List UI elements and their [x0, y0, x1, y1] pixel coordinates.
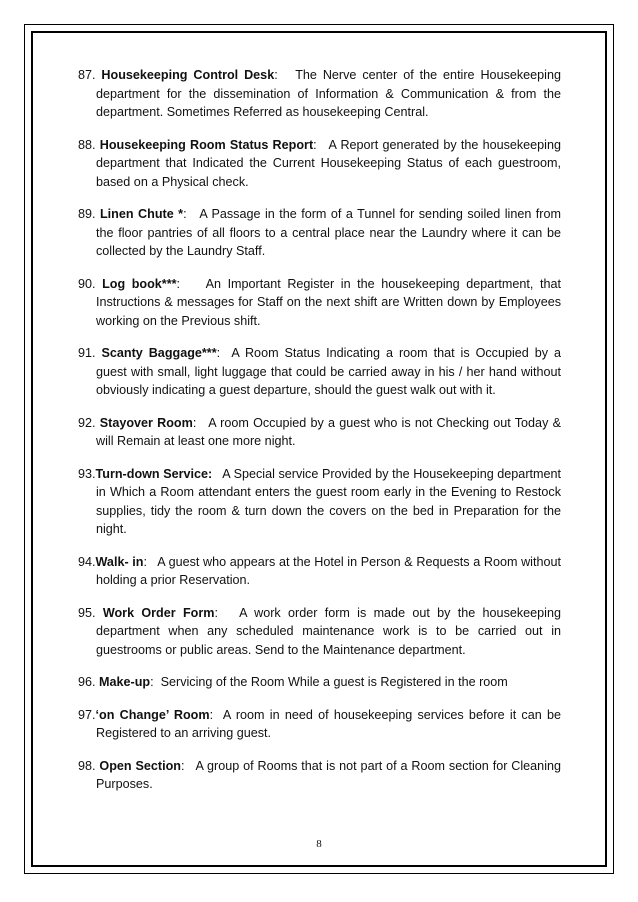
item-definition: A Report generated by the housekeeping department that Indicated the Current Housekeeping Status of each guestroom, based on a Physical check. — [96, 137, 561, 189]
glossary-item-88 — [78, 136, 561, 192]
glossary-item-90 — [78, 275, 561, 331]
glossary-item-97 — [78, 706, 561, 743]
item-definition: A guest who appears at the Hotel in Person & Requests a Room without holding a prior Reservation. — [96, 554, 561, 587]
item-separator: : — [313, 137, 329, 152]
glossary-item-95 — [78, 604, 561, 660]
item-definition: The Nerve center of the entire Housekeeping department for the dissemination of Information & Communication & from the department. Sometimes Referred as housekeeping Central. — [96, 68, 561, 119]
item-number: 88. — [78, 137, 100, 152]
item-term: ‘on Change’ Room — [95, 707, 210, 722]
item-term: Open Section — [99, 758, 181, 773]
item-number: 96. — [78, 675, 100, 689]
item-term: Stayover Room — [99, 415, 193, 430]
item-term: Walk- in — [95, 554, 144, 569]
glossary-item-94 — [78, 553, 561, 590]
item-number: 87. — [78, 68, 102, 82]
item-number: 94. — [78, 554, 96, 569]
item-term: Housekeeping Room Status Report — [99, 137, 314, 152]
item-separator: : — [192, 415, 209, 430]
item-number: 93. — [78, 466, 96, 481]
item-term: Scanty Baggage*** — [101, 346, 217, 360]
item-separator: : — [176, 276, 206, 291]
glossary-item-98 — [78, 757, 561, 794]
glossary-item-96 — [78, 673, 561, 692]
item-definition: A work order form is made out by the housekeeping department when any scheduled maintenance work is to be carried out in guestrooms or public areas. Send to the Maintenance department. — [96, 605, 561, 657]
glossary-item-89 — [78, 205, 561, 261]
item-definition: Servicing of the Room While a guest is Registered in the room — [160, 675, 508, 689]
item-number: 89. — [78, 207, 100, 221]
item-number: 90. — [78, 276, 103, 291]
item-separator: : — [180, 758, 196, 773]
item-definition: A Passage in the form of a Tunnel for sending soiled linen from the floor pantries of all floors to a central place near the Laundry where it can be collected by the Laundry Staff. — [96, 207, 561, 258]
item-number: 95. — [78, 605, 103, 620]
item-separator: : — [150, 675, 161, 689]
item-term: Work Order Form — [102, 605, 215, 620]
item-separator: : — [274, 68, 296, 82]
item-definition: A Special service Provided by the Housekeeping department in Which a Room attendant enters the guest room early in the Evening to Restock supplies, tidy the room & turn down the covers on the bed in Preparation for the night. — [96, 466, 562, 536]
glossary-list — [78, 66, 561, 808]
item-term: Log book*** — [102, 276, 177, 291]
glossary-item-92 — [78, 414, 561, 451]
item-number: 92. — [78, 415, 100, 430]
item-separator: : — [143, 554, 158, 569]
item-definition: A group of Rooms that is not part of a Room section for Cleaning Purposes. — [96, 758, 561, 791]
item-definition: A Room Status Indicating a room that is Occupied by a guest with small, light luggage that could be carried away in his / her hand without obviously indicating a guest departure, should the guest walk out with it. — [96, 346, 561, 397]
item-separator: : — [209, 707, 223, 722]
item-term: Turn-down Service: — [95, 466, 213, 481]
item-term: Linen Chute * — [99, 207, 184, 221]
glossary-item-91 — [78, 344, 561, 400]
item-separator — [212, 467, 222, 481]
item-number: 98. — [78, 758, 100, 773]
item-term: Make-up — [99, 675, 151, 689]
item-separator: : — [216, 346, 232, 360]
glossary-item-93 — [78, 465, 561, 539]
item-definition: A room in need of housekeeping services before it can be Registered to an arriving guest. — [96, 707, 561, 740]
item-number: 91. — [78, 346, 102, 360]
item-number: 97. — [78, 707, 96, 722]
item-definition: A room Occupied by a guest who is not Checking out Today & will Remain at least one more night. — [96, 415, 561, 448]
item-term: Housekeeping Control Desk — [101, 68, 275, 82]
page-number: 8 — [316, 838, 322, 850]
item-separator: : — [214, 605, 240, 620]
item-separator: : — [183, 207, 200, 221]
glossary-item-87 — [78, 66, 561, 122]
item-definition: An Important Register in the housekeeping department, that Instructions & messages for Staff on the next shift are Written down by Employees working on the Previous shift. — [96, 276, 561, 328]
